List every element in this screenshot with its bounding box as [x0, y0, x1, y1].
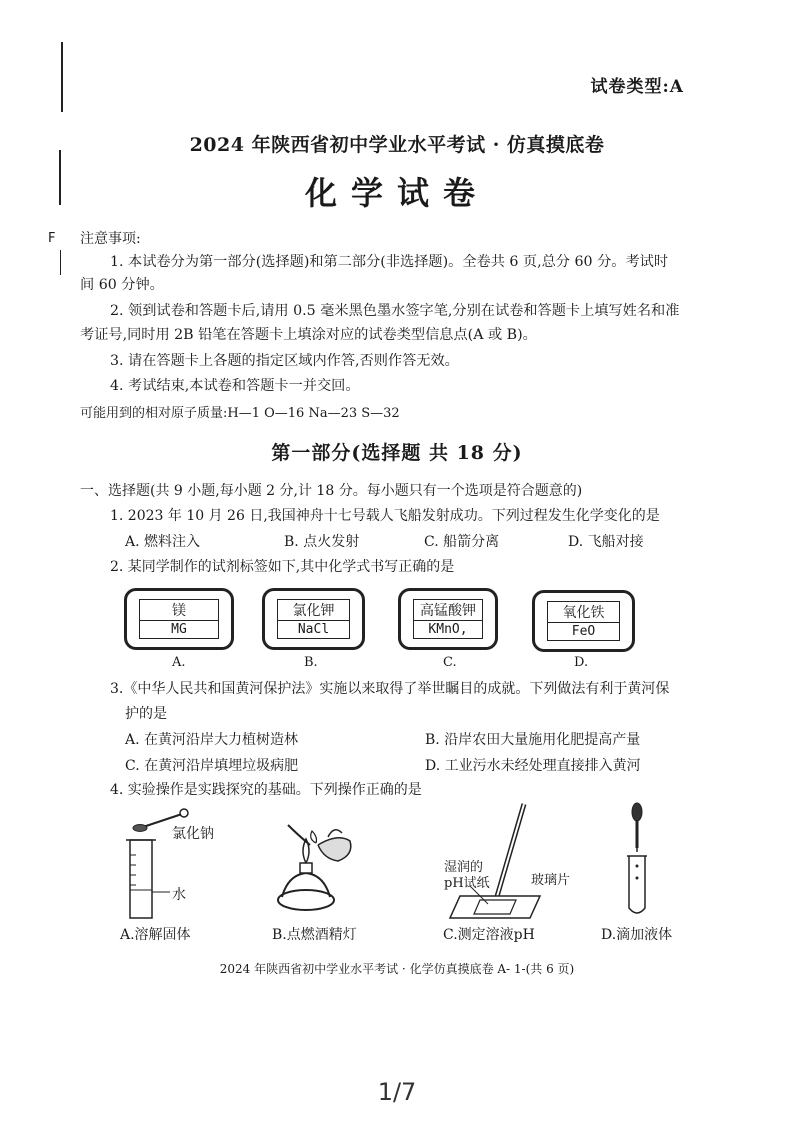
- notice-line: 2. 领到试卷和答题卡后,请用 0.5 毫米黑色墨水签字笔,分别在试卷和答题卡上填写姓名和准: [110, 303, 680, 319]
- label-formula: KMnO,: [428, 622, 468, 637]
- figure-b-alcohol-lamp: [268, 815, 368, 915]
- figure-d-caption: D.滴加液体: [601, 927, 673, 943]
- notice-heading: 注意事项:: [80, 231, 141, 247]
- exam-title: 2024 年陕西省初中学业水平考试 · 仿真摸底卷: [189, 134, 605, 156]
- atomic-masses: 可能用到的相对原子质量:H—1 O—16 Na—23 S—32: [80, 406, 400, 421]
- q3-option-c: C. 在黄河沿岸填埋垃圾病肥: [125, 758, 299, 774]
- part-title: 第一部分(选择题 共 18 分): [271, 442, 523, 464]
- label-letter-d: D.: [574, 655, 589, 670]
- figure-c-caption: C.测定溶液pH: [443, 927, 535, 943]
- q1-option-a: A. 燃料注入: [125, 534, 201, 550]
- binding-line: [60, 250, 61, 275]
- label-name: 氯化钾: [278, 600, 349, 621]
- notice-line: 1. 本试卷分为第一部分(选择题)和第二部分(非选择题)。全卷共 6 页,总分 60 分。考试时: [110, 254, 669, 270]
- q1-option-d: D. 飞船对接: [568, 534, 644, 550]
- notice-line: 间 60 分钟。: [80, 277, 164, 293]
- margin-mark: F: [48, 231, 56, 246]
- label-formula: MG: [171, 622, 187, 637]
- subject-title: 化学试卷: [304, 174, 489, 212]
- figure-a-label-water: 水: [172, 887, 186, 903]
- label-formula: FeO: [571, 624, 596, 639]
- figure-c-label-paper: pH试纸: [444, 876, 490, 891]
- figure-c-label-glass: 玻璃片: [531, 873, 571, 888]
- q1-option-b: B. 点火发射: [284, 534, 360, 550]
- figure-a-caption: A.溶解固体: [120, 927, 191, 943]
- binding-line: [61, 42, 63, 112]
- q3-option-d: D. 工业污水未经处理直接排入黄河: [425, 758, 641, 774]
- notice-line: 考证号,同时用 2B 铅笔在答题卡上填涂对应的试卷类型信息点(A 或 B)。: [80, 327, 537, 343]
- question-1-stem: 1. 2023 年 10 月 26 日,我国神舟十七号载人飞船发射成功。下列过程发生化学变化的是: [110, 508, 660, 524]
- label-letter-a: A.: [172, 655, 186, 670]
- figure-b-caption: B.点燃酒精灯: [272, 927, 357, 943]
- label-formula: NaCl: [297, 622, 330, 637]
- q3-option-a: A. 在黄河沿岸大力植树造林: [125, 732, 299, 748]
- reagent-label-d: [532, 590, 635, 652]
- section-title: 一、选择题(共 9 小题,每小题 2 分,计 18 分。每小题只有一个选项是符合题意的): [80, 483, 583, 499]
- label-name: 镁: [140, 600, 218, 621]
- figure-a-label-nacl: 氯化钠: [172, 826, 214, 842]
- figure-d-dropper: [614, 800, 664, 920]
- page-counter: 1/7: [377, 1078, 417, 1106]
- label-letter-b: B.: [304, 655, 318, 670]
- notice-line: 3. 请在答题卡上各题的指定区域内作答,否则作答无效。: [110, 353, 459, 369]
- reagent-label-c: [398, 588, 498, 650]
- q3-option-b: B. 沿岸农田大量施用化肥提高产量: [425, 732, 641, 748]
- page-footer: 2024 年陕西省初中学业水平考试 · 化学仿真摸底卷 A- 1-(共 6 页): [219, 962, 575, 976]
- label-name: 高锰酸钾: [414, 600, 482, 621]
- question-2-stem: 2. 某同学制作的试剂标签如下,其中化学式书写正确的是: [110, 559, 455, 575]
- question-3-stem-cont: 护的是: [125, 706, 167, 722]
- label-letter-c: C.: [443, 655, 457, 670]
- reagent-label-b: [262, 588, 365, 650]
- paper-type: 试卷类型:A: [590, 77, 684, 97]
- notice-line: 4. 考试结束,本试卷和答题卡一并交回。: [110, 378, 360, 394]
- question-3-stem: 3.《中华人民共和国黄河保护法》实施以来取得了举世瞩目的成就。下列做法有利于黄河保: [110, 681, 670, 697]
- figure-c-label-wet: 湿润的: [444, 860, 484, 875]
- reagent-label-a: [124, 588, 234, 650]
- question-4-stem: 4. 实验操作是实践探究的基础。下列操作正确的是: [110, 782, 422, 798]
- q1-option-c: C. 船箭分离: [424, 534, 500, 550]
- label-name: 氧化铁: [548, 602, 619, 623]
